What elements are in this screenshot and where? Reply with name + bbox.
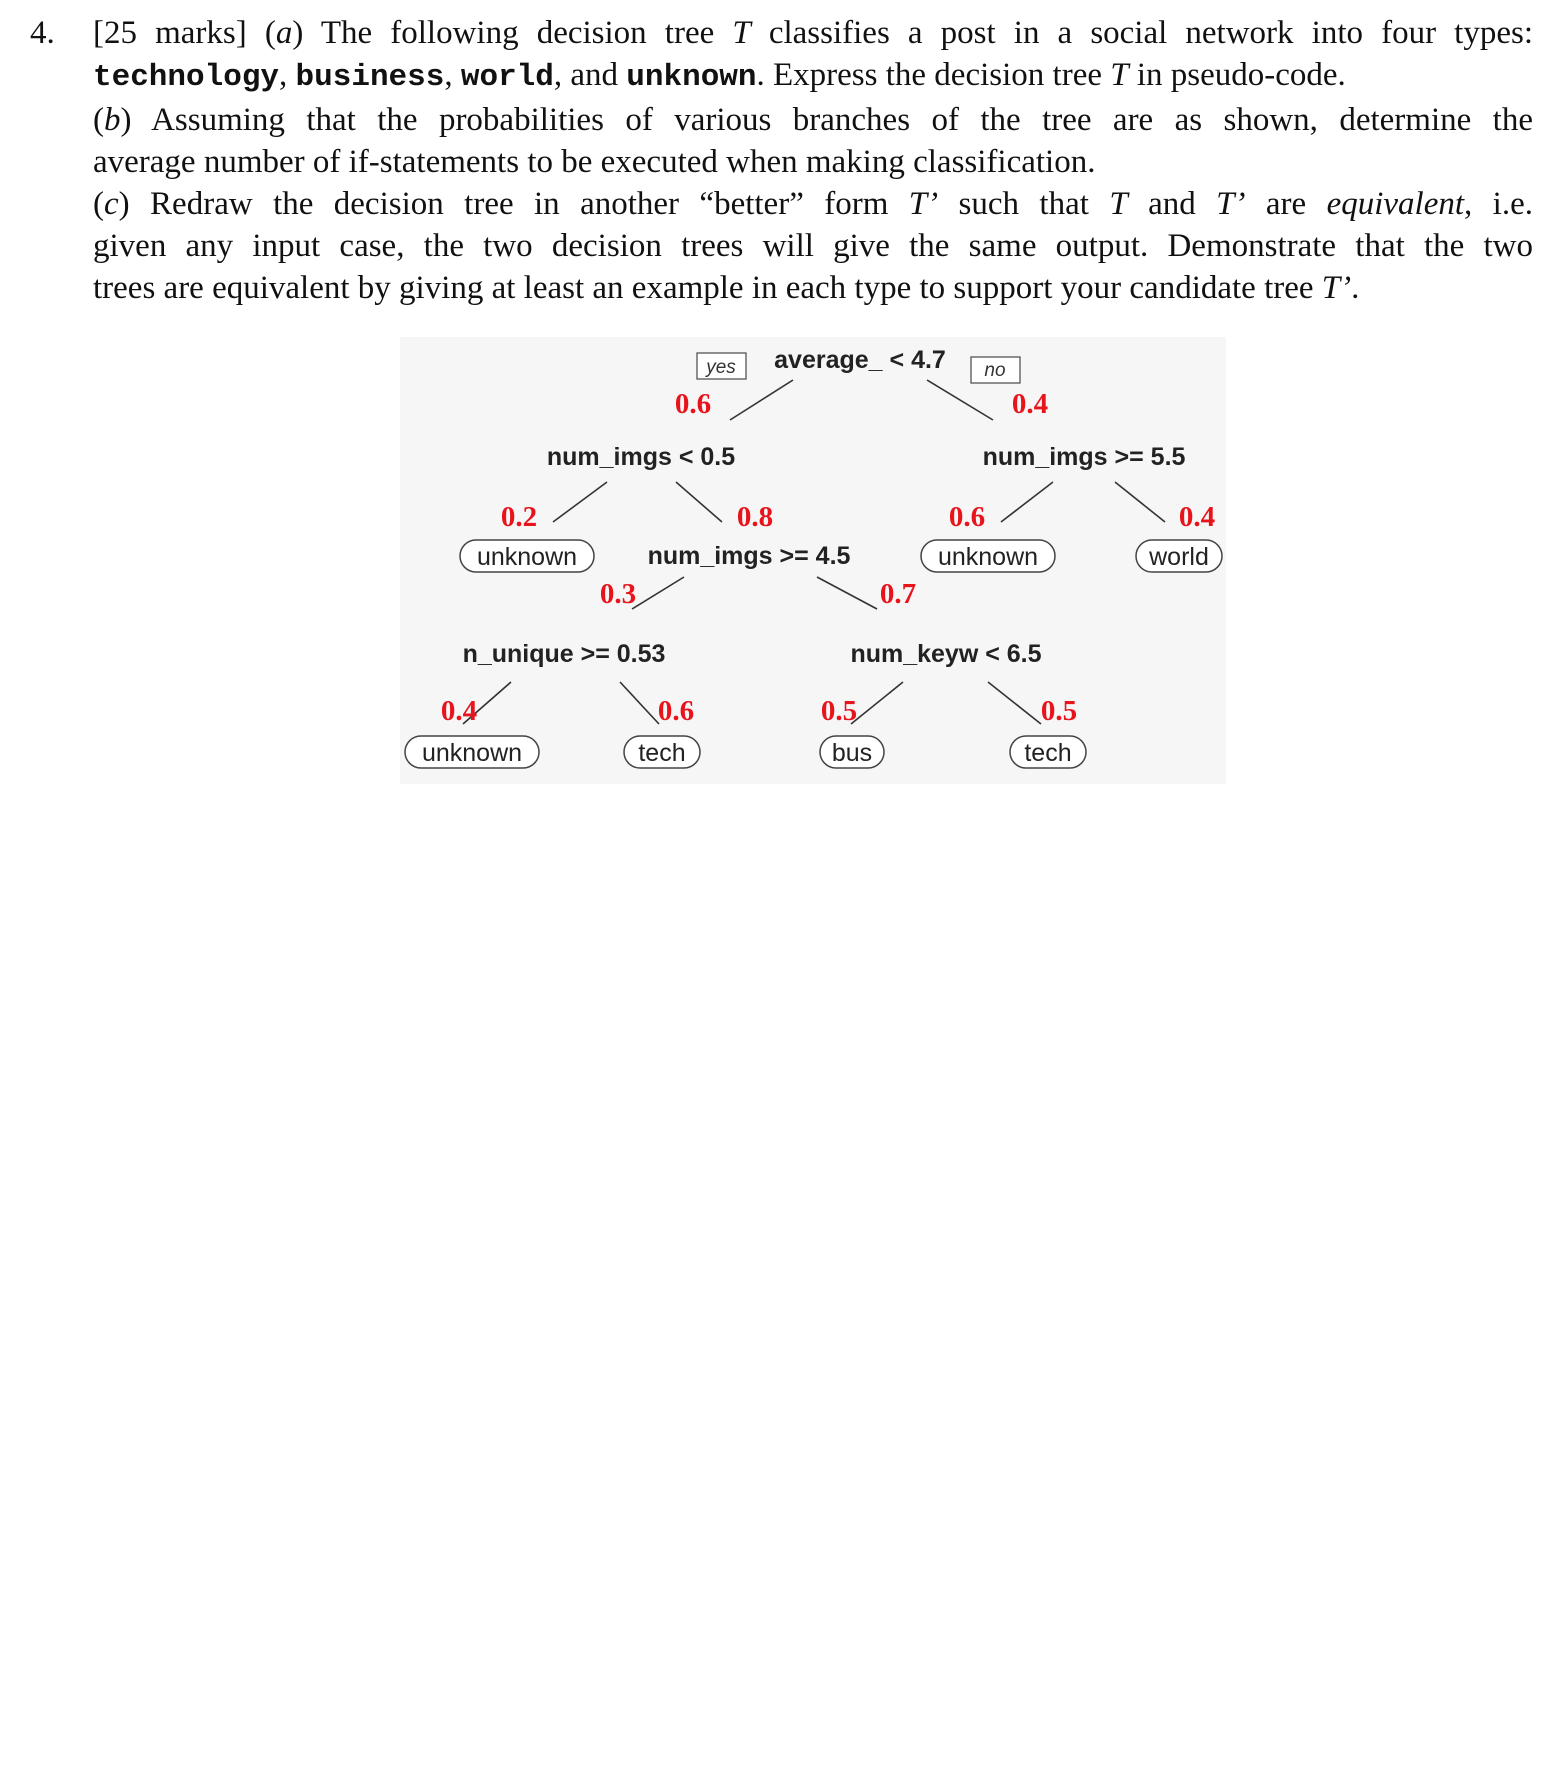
question-line-7-segment: T’ — [1321, 270, 1352, 306]
question-text — [93, 12, 1533, 309]
leaf-tech-2-label: tech — [1024, 739, 1072, 767]
leaf-unknown-3-label: unknown — [421, 739, 523, 767]
question-line-5-segment: ( — [93, 186, 104, 222]
question-line-1-segment: ) The following decision tree — [292, 15, 733, 51]
question-line-2-segment: . Express the decision tree — [756, 57, 1111, 93]
question-line-4 — [93, 141, 1533, 183]
question-line-5-segment: T’ — [908, 186, 939, 222]
edge-root-right — [927, 380, 993, 420]
question-line-7-segment: . — [1351, 270, 1360, 306]
edge-unique-leaf-tech — [620, 682, 659, 724]
edge-left-mid — [676, 482, 722, 522]
question-line-5-segment: T — [1109, 186, 1128, 222]
question-line-5 — [93, 183, 1533, 225]
node-num-imgs-lt-0-5: num_imgs < 0.5 — [546, 443, 736, 471]
leaf-world — [1136, 540, 1222, 572]
prob-root-yes: 0.6 — [674, 388, 712, 420]
question-line-2-segment: in pseudo-code. — [1128, 57, 1346, 93]
leaf-tech-1-label: tech — [638, 739, 686, 767]
question-line-5-segment: such that — [938, 186, 1110, 222]
node-n-unique: n_unique >= 0.53 — [462, 640, 666, 668]
node-num-imgs-ge-4-5: num_imgs >= 4.5 — [647, 542, 851, 570]
question-line-4-segment: average number of if-statements to be executed when making classification. — [93, 144, 1096, 180]
leaf-unknown-1 — [460, 540, 594, 572]
question-line-3 — [93, 99, 1533, 141]
node-root: average_ < 4.7 — [774, 346, 946, 374]
question-line-2 — [93, 54, 1533, 99]
edge-mid-keyw — [817, 577, 877, 609]
question-line-5-segment: ) Redraw the decision tree in another “better” form — [118, 186, 909, 222]
decision-tree-svg — [400, 337, 1226, 784]
question-line-2-segment: unknown — [626, 60, 757, 95]
question-line-5-segment: and — [1127, 186, 1217, 222]
question-line-1-segment: a — [275, 15, 293, 51]
prob-mid-yes: 0.3 — [599, 578, 637, 610]
question-line-1-segment: [25 marks] ( — [93, 15, 276, 51]
question-line-6 — [93, 225, 1533, 267]
leaf-bus-label: bus — [831, 739, 873, 767]
question-line-5-segment: T’ — [1216, 186, 1246, 222]
edge-mid-unique — [632, 577, 684, 609]
yes-label: yes — [706, 357, 736, 378]
edge-keyw-leaf-bus — [851, 682, 903, 724]
leaf-unknown-3 — [405, 736, 539, 768]
question-line-2-segment: business — [295, 60, 445, 95]
question-line-2-segment: , — [279, 57, 296, 93]
node-num-keyw: num_keyw < 6.5 — [850, 640, 1042, 668]
prob-keyw-yes: 0.5 — [820, 695, 858, 727]
question-line-3-segment: ( — [93, 102, 104, 138]
question-line-1 — [93, 12, 1533, 54]
leaf-unknown-1-label: unknown — [476, 543, 578, 571]
question-line-2-segment: technology — [93, 60, 280, 95]
question-number: 4. — [30, 15, 55, 51]
edge-right-leaf-unknown — [1001, 482, 1053, 522]
prob-left-yes: 0.2 — [500, 501, 538, 533]
question-line-6-segment: given any input case, the two decision trees will give the same output. Demonstrate that the two — [93, 228, 1533, 264]
prob-right-yes: 0.6 — [948, 501, 986, 533]
no-label: no — [984, 360, 1006, 381]
leaf-tech-1 — [624, 736, 700, 768]
prob-unique-no: 0.6 — [657, 695, 695, 727]
prob-mid-no: 0.7 — [879, 578, 917, 610]
leaf-bus — [820, 736, 884, 768]
question-line-2-segment: , and — [553, 57, 627, 93]
prob-keyw-no: 0.5 — [1040, 695, 1078, 727]
question-line-5-segment: c — [104, 186, 119, 222]
leaf-unknown-2-label: unknown — [937, 543, 1039, 571]
question-line-2-segment: T — [1110, 57, 1129, 93]
leaf-world-label: world — [1149, 543, 1209, 571]
question-line-5-segment: equivalent — [1326, 186, 1465, 222]
edge-root-left — [730, 380, 793, 420]
question-line-7-segment: trees are equivalent by giving at least an example in each type to support your candidate tree — [93, 270, 1322, 306]
question-line-7 — [93, 267, 1533, 309]
leaf-unknown-2 — [921, 540, 1055, 572]
prob-root-no: 0.4 — [1011, 388, 1049, 420]
question-line-1-segment: classifies a post in a social network into four types: — [750, 15, 1534, 51]
question-line-2-segment: world — [460, 60, 554, 95]
node-num-imgs-ge-5-5: num_imgs >= 5.5 — [982, 443, 1186, 471]
decision-tree-figure — [400, 337, 1226, 784]
edge-keyw-leaf-tech — [988, 682, 1041, 724]
question-line-2-segment: , — [444, 57, 461, 93]
prob-left-no: 0.8 — [736, 501, 774, 533]
edge-left-leaf-unknown — [553, 482, 607, 522]
question-line-5-segment: , i.e. — [1464, 186, 1533, 222]
prob-unique-yes: 0.4 — [440, 695, 478, 727]
question-line-3-segment: ) Assuming that the probabilities of various branches of the tree are as shown, determine the — [120, 102, 1533, 138]
question-line-3-segment: b — [104, 102, 121, 138]
question-line-1-segment: T — [732, 15, 751, 51]
leaf-tech-2 — [1010, 736, 1086, 768]
prob-right-no: 0.4 — [1178, 501, 1216, 533]
edge-right-leaf-world — [1115, 482, 1165, 522]
question-line-5-segment: are — [1245, 186, 1327, 222]
